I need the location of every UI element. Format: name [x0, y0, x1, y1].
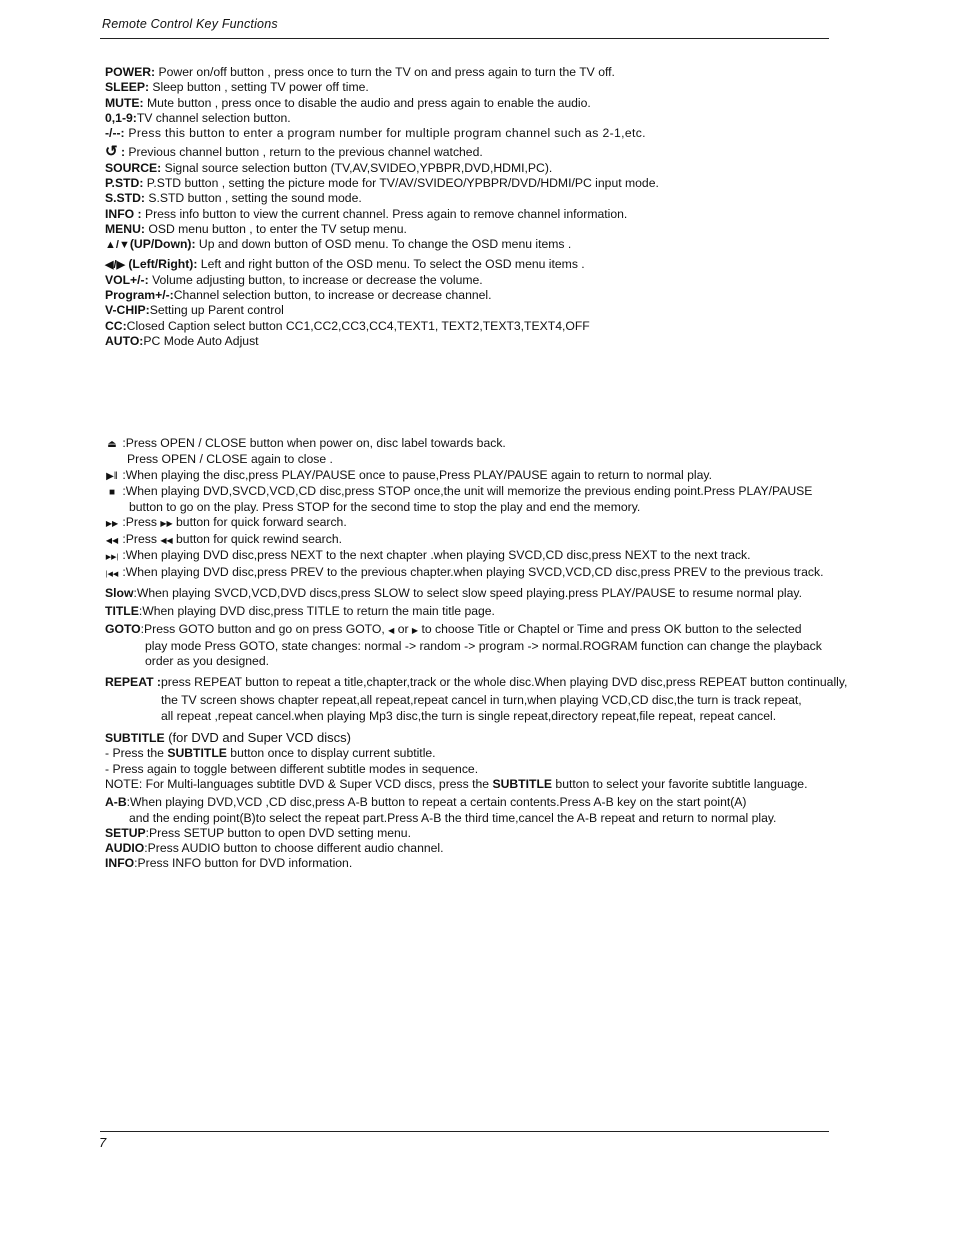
- key-description: Left and right button of the OSD menu. To select the OSD menu items .: [197, 256, 585, 271]
- row-text: button to go on the play. Press STOP for the second time to stop the play and end the memory.: [129, 500, 641, 515]
- row-text: :When playing the disc,press PLAY/PAUSE once to pause,Press PLAY/PAUSE again to return to normal play.: [119, 467, 712, 482]
- key-label: AUTO:: [105, 334, 144, 349]
- dvd-row-slow: [105, 586, 875, 601]
- key-label: SUBTITLE: [167, 746, 227, 761]
- play-pause-icon: ▶‖: [106, 470, 118, 482]
- key-description: Press info button to view the current channel. Press again to remove channel information.: [141, 206, 628, 221]
- key-description: Press this button to enter a program number for multiple program channel such as 2-1,etc.: [124, 126, 646, 141]
- dvd-row-ab-cont: [105, 811, 875, 826]
- key-description: Sleep button , setting TV power off time.: [149, 80, 369, 95]
- key-row-vol: [105, 273, 865, 288]
- row-text: :Press AUDIO button to choose different audio channel.: [144, 841, 444, 856]
- return-icon: ↺: [105, 143, 118, 161]
- header-rule: [100, 38, 829, 39]
- key-label: S.STD:: [105, 191, 145, 206]
- dvd-row-stop: [105, 484, 875, 500]
- row-text: and the ending point(B)to select the repeat part.Press A-B the third time,cancel the A-B repeat and return to normal play.: [129, 810, 777, 825]
- key-label: TITLE: [105, 603, 139, 618]
- next-icon: ▶▶|: [105, 554, 119, 562]
- key-description: Mute button , press once to disable the audio and press again to enable the audio.: [143, 95, 591, 110]
- key-label: MENU:: [105, 221, 145, 236]
- key-description: Setting up Parent control: [149, 303, 284, 318]
- key-label: P.STD:: [105, 176, 144, 191]
- key-label: Slow: [105, 585, 134, 600]
- row-text: NOTE: For Multi-languages subtitle DVD & Super VCD discs, press the: [105, 776, 493, 791]
- row-text: :When playing DVD disc,press PREV to the previous chapter.when playing SVCD,VCD,CD disc,press PREV to the previous track.: [119, 565, 824, 580]
- dvd-row-subtitle-heading: [105, 730, 875, 746]
- row-text: order as you designed.: [145, 653, 269, 668]
- dvd-row-ffwd: [105, 515, 875, 531]
- row-text: :When playing DVD,VCD ,CD disc,press A-B button to repeat a certain contents.Press A-B key on the start point(A): [126, 795, 747, 810]
- stop-icon: ■: [108, 486, 116, 498]
- key-row-power: [105, 65, 865, 80]
- row-text: the TV screen shows chapter repeat,all repeat,repeat cancel in turn,when playing VCD,CD disc,the turn is track repeat,: [161, 693, 802, 708]
- key-label: SUBTITLE: [492, 776, 553, 791]
- row-text: :Press OPEN / CLOSE button when power on, disc label towards back.: [119, 436, 506, 450]
- fast-forward-icon: ▶▶: [105, 519, 119, 529]
- dvd-row-repeat-cont2: [105, 709, 875, 724]
- previous-icon: |◀◀: [105, 571, 119, 579]
- rewind-icon: ◀◀: [160, 535, 173, 545]
- row-text: :Press: [119, 531, 161, 546]
- left-arrow-icon: ◀: [388, 626, 395, 636]
- row-text: or: [394, 622, 412, 637]
- dvd-row-play: [105, 468, 875, 484]
- key-label: CC:: [105, 318, 127, 333]
- key-row-mute: [105, 96, 865, 111]
- key-description: OSD menu button , to enter the TV setup menu.: [144, 221, 407, 236]
- dvd-row-repeat-cont: [105, 693, 875, 708]
- row-text: :Press: [119, 515, 161, 530]
- row-text: to choose Title or Chaptel or Time and press OK button to the selected: [418, 622, 802, 637]
- key-description: S.STD button , setting the sound mode.: [144, 191, 362, 206]
- row-text: button once to display current subtitle.: [226, 746, 436, 761]
- rewind-icon: ◀◀: [105, 535, 119, 545]
- row-text: :When playing DVD,SVCD,VCD,CD disc,press STOP once,the unit will memorize the previous ending point.Press PLAY/PAUSE: [119, 483, 813, 498]
- key-label: V-CHIP:: [105, 303, 150, 318]
- row-text: :Press GOTO button and go on press GOTO,: [140, 622, 389, 637]
- key-label: A-B: [105, 795, 127, 810]
- key-row-updown: [105, 237, 865, 253]
- dvd-row-subtitle-1: [105, 746, 875, 761]
- row-text: Press OPEN / CLOSE again to close .: [127, 452, 333, 467]
- row-text: button for quick forward search.: [172, 515, 347, 530]
- key-label: POWER:: [105, 65, 156, 79]
- dvd-row-next: [105, 548, 875, 565]
- row-text: button for quick rewind search.: [172, 531, 342, 546]
- dvd-row-repeat: [105, 675, 875, 690]
- key-label: SUBTITLE: [105, 731, 165, 746]
- key-label: SOURCE:: [105, 160, 162, 175]
- key-row-dash: [105, 126, 865, 141]
- row-text: :Press INFO button for DVD information.: [134, 856, 353, 871]
- key-row-sstd: [105, 191, 865, 206]
- key-row-source: [105, 161, 865, 176]
- key-row-return: [105, 144, 865, 160]
- key-description: Up and down button of OSD menu. To change the OSD menu items .: [195, 237, 572, 252]
- key-row-auto: [105, 334, 865, 349]
- dvd-row-stop-cont: [105, 500, 875, 515]
- row-text: - Press the: [105, 746, 168, 761]
- dvd-row-goto: [105, 622, 875, 638]
- fast-forward-icon: ▶▶: [160, 519, 173, 529]
- dvd-row-prev: [105, 565, 875, 582]
- dvd-row-title: [105, 604, 875, 619]
- key-description: TV channel selection button.: [136, 110, 291, 125]
- key-label: (Left/Right):: [124, 256, 198, 271]
- key-row-info: [105, 207, 865, 222]
- dvd-row-eject-cont: [105, 452, 875, 467]
- key-label: :: [117, 145, 126, 160]
- key-label: INFO: [105, 856, 135, 871]
- key-row-cc: [105, 319, 865, 334]
- dvd-key-list: [105, 436, 875, 872]
- dvd-row-goto-cont: [105, 639, 875, 654]
- dvd-row-rew: [105, 532, 875, 548]
- row-text: :When playing DVD disc,press NEXT to the next chapter .when playing SVCD,CD disc,press NEXT to the next track.: [119, 548, 751, 563]
- key-label: GOTO: [105, 622, 141, 637]
- right-arrow-icon: ▶: [411, 626, 419, 636]
- key-label: SLEEP:: [105, 80, 150, 95]
- dvd-row-subtitle-note: [105, 777, 875, 792]
- key-label: SETUP: [105, 825, 146, 840]
- key-description: PC Mode Auto Adjust: [143, 334, 259, 349]
- key-label: MUTE:: [105, 95, 144, 110]
- key-label: Program+/-:: [105, 288, 174, 303]
- dvd-row-ab: [105, 795, 875, 810]
- dvd-row-eject: [105, 436, 875, 452]
- dvd-row-goto-cont2: [105, 654, 875, 669]
- key-description: Signal source selection button (TV,AV,SVIDEO,YPBPR,DVD,HDMI,PC).: [161, 160, 553, 175]
- key-row-vchip: [105, 303, 865, 318]
- row-text: :When playing SVCD,VCD,DVD discs,press SLOW to select slow speed playing.press PLAY/PAUSE to resume normal play.: [133, 585, 802, 600]
- key-description: P.STD button , setting the picture mode for TV/AV/SVIDEO/YPBPR/DVD/HDMI/PC input mode.: [143, 176, 659, 191]
- key-label: INFO :: [105, 206, 142, 221]
- key-label: 0,1-9:: [105, 110, 137, 125]
- key-description: Closed Caption select button CC1,CC2,CC3,CC4,TEXT1, TEXT2,TEXT3,TEXT4,OFF: [126, 318, 590, 333]
- key-row-digits: [105, 111, 865, 126]
- key-label: REPEAT :: [105, 675, 161, 690]
- key-label: AUDIO: [105, 841, 145, 856]
- row-text: :Press SETUP button to open DVD setting menu.: [145, 825, 411, 840]
- row-text: press REPEAT button to repeat a title,chapter,track or the whole disc.When playing DVD disc,press REPEAT button continually,: [160, 675, 848, 690]
- key-row-sleep: [105, 80, 865, 95]
- key-row-leftright: [105, 257, 865, 273]
- key-row-pstd: [105, 176, 865, 191]
- dvd-row-info: [105, 856, 875, 871]
- dvd-row-setup: [105, 826, 875, 841]
- key-row-program: [105, 288, 865, 303]
- key-row-menu: [105, 222, 865, 237]
- left-right-icon: ◀/▶: [105, 258, 125, 271]
- row-text: :When playing DVD disc,press TITLE to return the main title page.: [138, 603, 495, 618]
- dvd-row-audio: [105, 841, 875, 856]
- tv-key-list: [105, 65, 865, 349]
- dvd-row-subtitle-2: [105, 762, 875, 777]
- key-description: Previous channel button , return to the previous channel watched.: [125, 145, 483, 160]
- footer-rule: [100, 1131, 829, 1132]
- row-text: play mode Press GOTO, state changes: normal -> random -> program -> normal.ROGRAM function can change the playback: [145, 638, 822, 653]
- row-text: all repeat ,repeat cancel.when playing Mp3 disc,the turn is single repeat,directory repeat,file repeat, repeat cancel.: [161, 708, 777, 723]
- key-description: Power on/off button , press once to turn the TV on and press again to turn the TV off.: [155, 65, 615, 79]
- eject-icon: ⏏: [107, 439, 117, 450]
- row-text: - Press again to toggle between different subtitle modes in sequence.: [105, 761, 479, 776]
- page-header: Remote Control Key Functions: [102, 17, 278, 31]
- page-number: 7: [99, 1135, 107, 1150]
- row-text: (for DVD and Super VCD discs): [164, 730, 351, 746]
- key-description: Channel selection button, to increase or decrease channel.: [173, 288, 492, 303]
- key-label: (UP/Down):: [129, 237, 196, 252]
- key-label: -/--:: [105, 126, 125, 141]
- key-label: VOL+/-:: [105, 272, 149, 287]
- key-description: Volume adjusting button, to increase or decrease the volume.: [148, 272, 483, 287]
- row-text: button to select your favorite subtitle language.: [552, 776, 808, 791]
- up-down-icon: ▲/▼: [105, 239, 130, 252]
